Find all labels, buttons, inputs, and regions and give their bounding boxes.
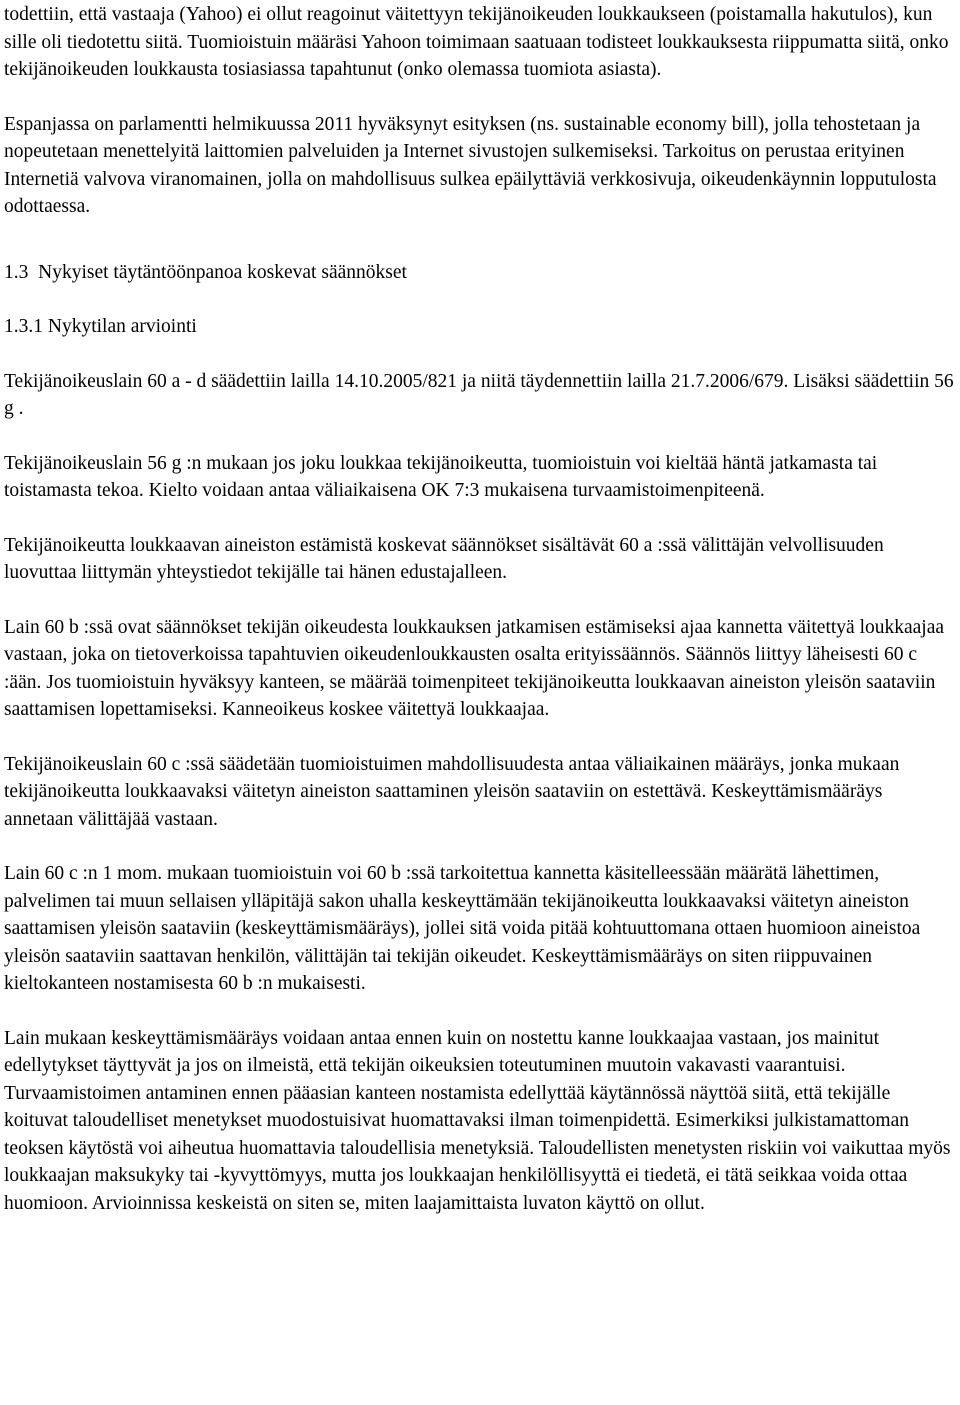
paragraph-spacer [4,286,956,313]
paragraph-spacer [4,587,956,614]
paragraph-spacer [4,724,956,751]
paragraph-spacer [4,423,956,450]
paragraph-yahoo-case: todettiin, että vastaaja (Yahoo) ei ollut reagoinut väitettyyn tekijänoikeuden loukkaukseen (poistamalla hakutulos), kun sille oli tiedotettu siitä. Tuomioistuin määräsi Yahoon toimimaan saatuaan todisteet loukkauksesta riippumatta siitä, onko tekijänoikeuden loukkausta tosiasiassa tapahtunut (onko olemassa tuomiota asiasta). [4,4,949,80]
document-page [4,1,956,1217]
paragraph-56g: Tekijänoikeuslain 56 g :n mukaan jos joku loukkaa tekijänoikeutta, tuomioistuin voi kieltää häntä jatkamasta tai toistamasta tekoa. Kielto voidaan antaa väliaikaisena OK 7:3 mukaisena turvaamistoimenpiteenä. [4,452,878,501]
paragraph-keskeyttamismaarays: Lain mukaan keskeyttämismääräys voidaan antaa ennen kuin on nostettu kanne loukkaajaa vastaan, jos mainitut edellytykset täyttyvät ja jos on ilmeistä, että tekijän oikeuksien toteutuminen muutoin vakavasti vaarantuisi. Turvaamistoimen antaminen ennen pääasian kanteen nostamista edellyttää käytännössä näyttöä siitä, että tekijälle koituvat taloudelliset menetykset muodostuisivat huomattavaksi ilman toimenpidettä. Esimerkiksi julkistamattoman teoksen käytöstä voi aiheutua huomattavia taloudellisia menetyksiä. Taloudellisten menetysten riskiin voi vaikuttaa myös loukkaajan maksukyky tai -kyvyttömyys, mutta jos loukkaajan henkilöllisyyttä ei tiedetä, ei tätä seikkaa voida ottaa huomioon. Arvioinnissa keskeistä on siten se, miten laajamittaista luvaton käyttö on ollut. [4,1027,951,1214]
section-heading-1-3-1: 1.3.1 Nykytilan arviointi [4,316,197,337]
paragraph-spacer [4,505,956,532]
paragraph-spain-bill: Espanjassa on parlamentti helmikuussa 2011 hyväksynyt esityksen (ns. sustainable economy bill), jolla tehostetaan ja nopeutetaan menettelyitä laittomien palveluiden ja Internet sivustojen sulkemiseksi. Tarkoitus on perustaa erityinen Internetiä valvova viranomainen, jolla on mahdollisuus sulkea epäilyttäviä verkkosivuja, oikeudenkäynnin lopputulosta odottaessa. [4,113,937,217]
paragraph-60a-d: Tekijänoikeuslain 60 a - d säädettiin lailla 14.10.2005/821 ja niitä täydennettiin lailla 21.7.2006/679. Lisäksi säädettiin 56 g . [4,370,954,419]
paragraph-60c-1-mom: Lain 60 c :n 1 mom. mukaan tuomioistuin voi 60 b :ssä tarkoitettua kannetta käsitelleessään määrätä lähettimen, palvelimen tai muun sellaisen ylläpitäjä sakon uhalla keskeyttämään tekijänoikeutta loukkaavaksi väitetyn aineiston saattamisen yleisön saataviin (keskeyttämismääräys), jollei sitä voida pitää kohtuuttomana ottaen huomioon aineistoa yleisön saataviin saattavan henkilön, välittäjän tai tekijän oikeudet. Keskeyttämismääräys on siten riippuvainen kieltokanteen nostamisesta 60 b :n mukaisesti. [4,863,921,994]
section-heading-1-3: 1.3 Nykyiset täytäntöönpanoa koskevat säännökset [4,261,407,283]
paragraph-spacer [4,341,956,368]
paragraph-60c: Tekijänoikeuslain 60 c :ssä säädetään tuomioistuimen mahdollisuudesta antaa väliaikainen määräys, jonka mukaan tekijänoikeutta loukkaavaksi väitetyn aineiston saattaminen yleisön saataviin on estettävä. Keskeyttämismääräys annetaan välittäjää vastaan. [4,753,900,830]
paragraph-spacer [4,84,956,111]
paragraph-60b: Lain 60 b :ssä ovat säännökset tekijän oikeudesta loukkauksen jatkamisen estämiseksi ajaa kannetta väitettyä loukkaajaa vastaan, joka on tietoverkoissa tapahtuvien oikeudenloukkausten osalta erityissäännös. Säännös liittyy läheisesti 60 c :ään. Jos tuomioistuin hyväksyy kanteen, se määrää toimenpiteet tekijänoikeutta loukkaavan aineiston yleisön saataviin saattamisen lopettamiseksi. Kanneoikeus koskee väitettyä loukkaajaa. [4,616,945,720]
paragraph-spacer [4,221,956,259]
paragraph-spacer [4,998,956,1025]
paragraph-60a: Tekijänoikeutta loukkaavan aineiston estämistä koskevat säännökset sisältävät 60 a :ssä välittäjän velvollisuuden luovuttaa liittymän yhteystiedot tekijälle tai hänen edustajalleen. [4,534,884,583]
paragraph-spacer [4,833,956,860]
